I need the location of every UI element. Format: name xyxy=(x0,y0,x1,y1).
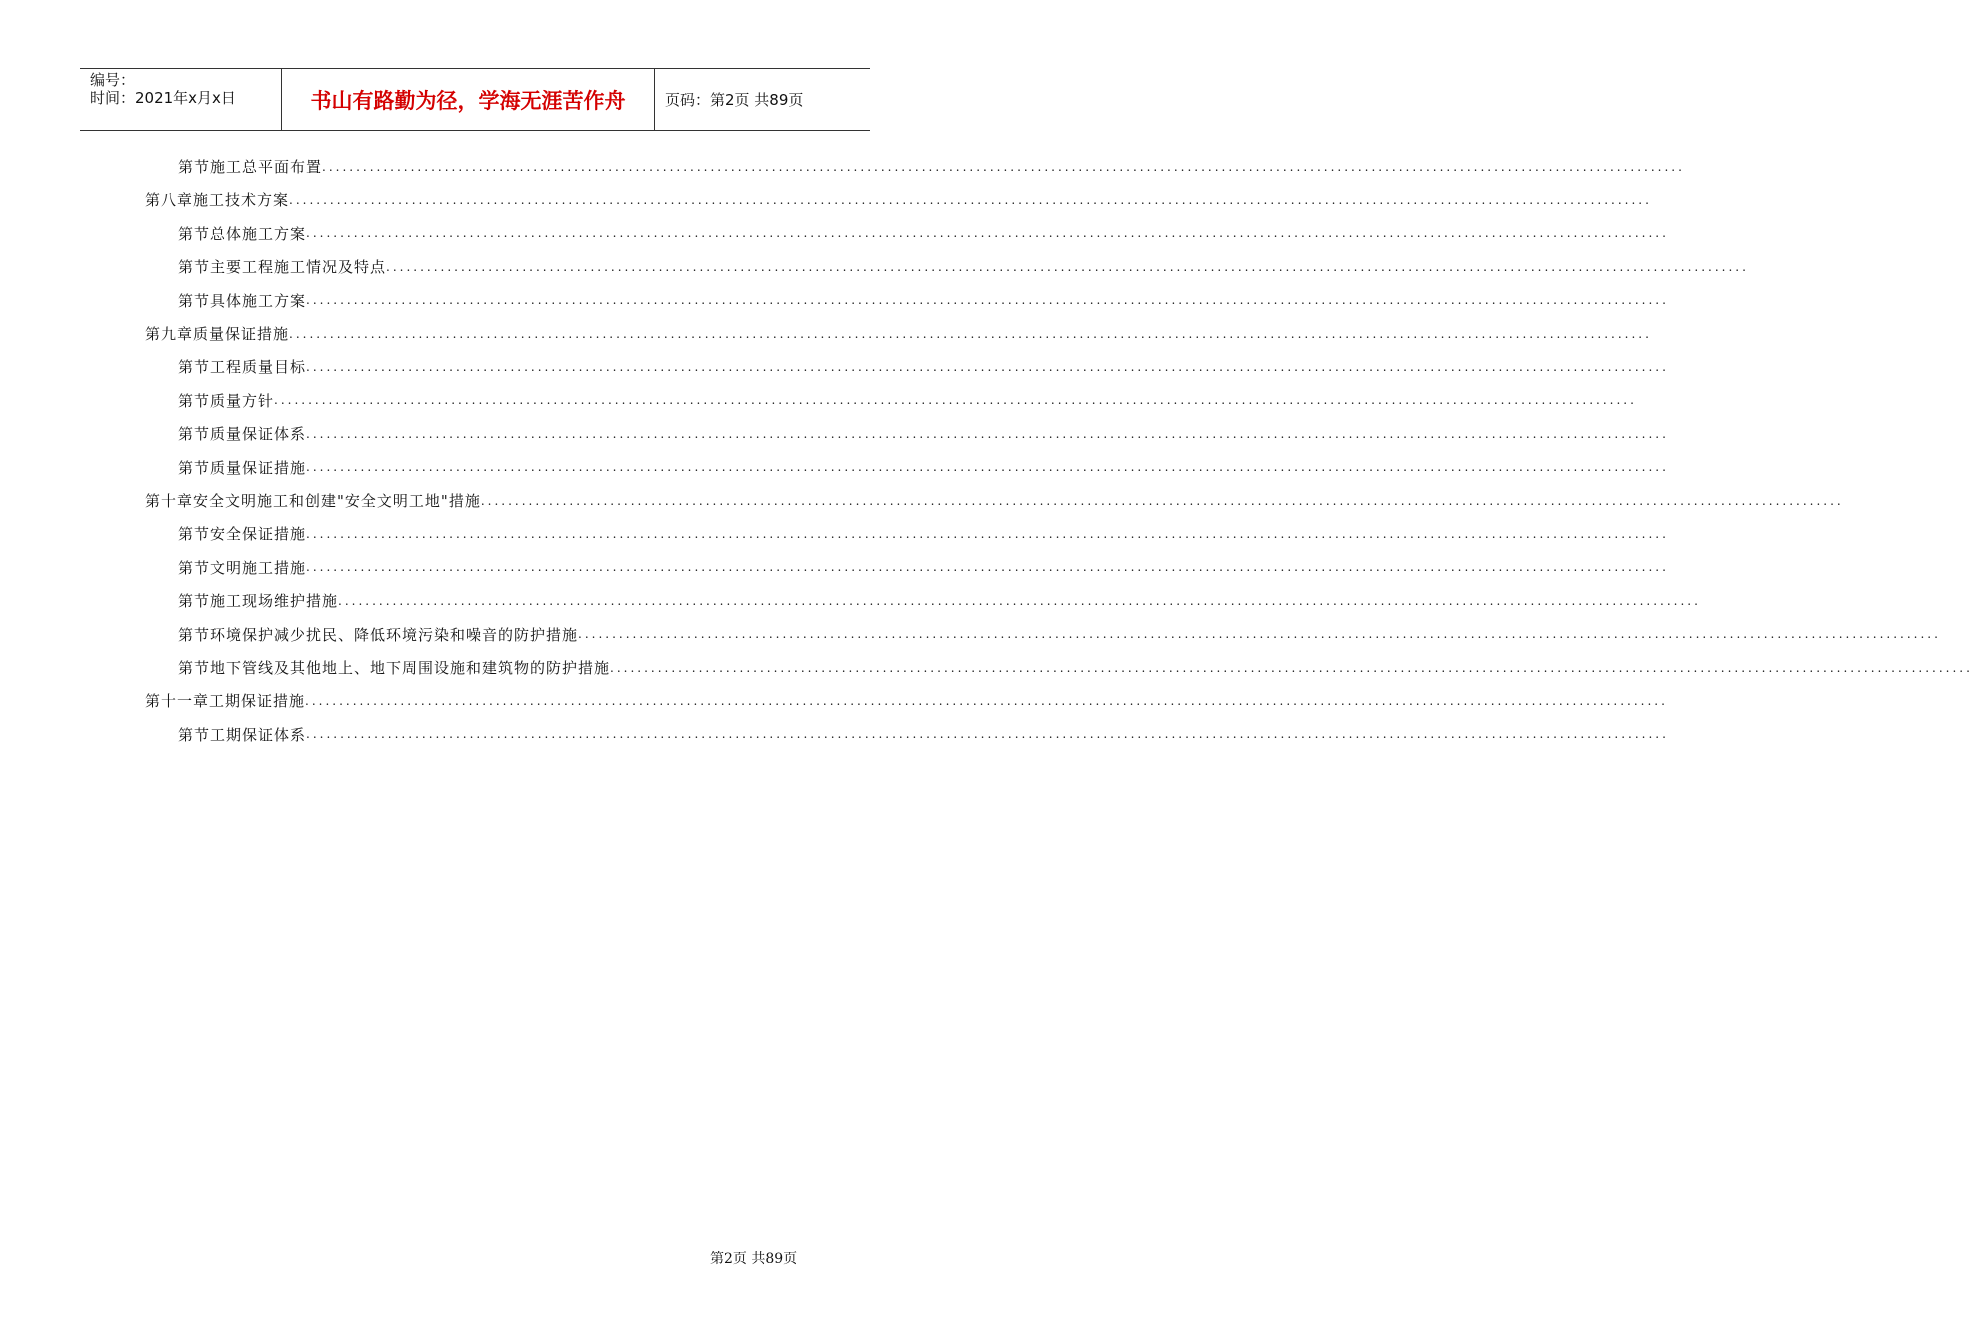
toc-section-entry[interactable] xyxy=(178,618,1941,651)
toc-entry-number: 第节 xyxy=(178,158,211,176)
number-label: 编号： xyxy=(90,71,136,89)
toc-dot-leader: ........................................................................................................................................................................................................ xyxy=(306,226,1669,241)
toc-entry-number: 第十一章 xyxy=(145,692,210,711)
toc-entry-title: 质量方针 xyxy=(210,391,275,410)
toc-entry-title: 质量保证措施 xyxy=(193,325,290,343)
toc-entry-number: 第节 xyxy=(178,291,211,310)
toc-entry-number: 第节 xyxy=(178,425,211,444)
toc-dot-leader: ........................................................................................................................................................................................................ xyxy=(306,727,1669,742)
toc-dot-leader: ........................................................................................................................................................................................................ xyxy=(306,426,1669,441)
toc-entry-title: 工期保证措施 xyxy=(209,692,306,711)
toc-entry-title: 地下管线及其他地上、地下周围设施和建筑物的防护措施 xyxy=(210,659,611,677)
toc-entry-number: 第节 xyxy=(178,258,211,277)
header-motto: 书山有路勤为径，学海无涯苦作舟 xyxy=(282,69,655,130)
header-page-label: 页码：第2页 共89页 xyxy=(665,91,804,109)
toc-entry-number: 第八章 xyxy=(145,191,194,210)
toc-dot-leader: ........................................................................................................................................................................................................ xyxy=(306,293,1669,308)
toc-entry-number: 第节 xyxy=(178,525,211,544)
toc-dot-leader: ........................................................................................................................................................................................................ xyxy=(274,393,1637,408)
toc-section-entry[interactable] xyxy=(178,451,1669,484)
toc-dot-leader: ........................................................................................................................................................................................................ xyxy=(338,593,1701,608)
toc-chapter-entry[interactable] xyxy=(145,484,1844,517)
toc-entry-title: 具体施工方案 xyxy=(210,291,307,310)
toc-entry-title: 施工现场维护措施 xyxy=(210,592,339,611)
toc-section-entry[interactable] xyxy=(178,150,1685,183)
toc-dot-leader: ........................................................................................................................................................................................................ xyxy=(289,192,1652,207)
toc-entry-number: 第节 xyxy=(178,592,211,611)
toc-entry-title: 文明施工措施 xyxy=(210,558,307,577)
toc-section-entry[interactable] xyxy=(178,384,1637,417)
toc-chapter-entry[interactable] xyxy=(145,183,1652,216)
toc-section-entry[interactable] xyxy=(178,350,1669,383)
toc-entry-title: 施工技术方案 xyxy=(193,191,290,210)
toc-dot-leader: ........................................................................................................................................................................................................ xyxy=(386,259,1749,274)
header-meta xyxy=(80,69,282,130)
toc-section-entry[interactable] xyxy=(178,417,1669,450)
toc-entry-number: 第九章 xyxy=(145,325,194,343)
page-header xyxy=(80,68,870,131)
date-label: 时间：2021年x月x日 xyxy=(90,89,236,107)
toc-entry-title: 工期保证体系 xyxy=(210,725,307,744)
toc-chapter-entry[interactable] xyxy=(145,317,1652,350)
toc-entry-number: 第节 xyxy=(178,458,211,477)
toc-entry-title: 安全文明施工和创建"安全文明工地"措施 xyxy=(193,492,481,510)
toc-section-entry[interactable] xyxy=(178,651,1973,684)
toc-dot-leader: ........................................................................................................................................................................................................ xyxy=(306,460,1669,475)
toc-entry-number: 第节 xyxy=(178,391,211,410)
toc-dot-leader: ........................................................................................................................................................................................................ xyxy=(610,660,1973,675)
toc-entry-title: 总体施工方案 xyxy=(210,224,307,243)
toc-dot-leader: ........................................................................................................................................................................................................ xyxy=(306,359,1669,374)
toc-section-entry[interactable] xyxy=(178,584,1701,617)
toc-entry-number: 第节 xyxy=(178,224,211,243)
toc-entry-title: 质量保证体系 xyxy=(210,425,307,444)
toc-dot-leader: ........................................................................................................................................................................................................ xyxy=(322,159,1685,174)
toc-entry-title: 主要工程施工情况及特点 xyxy=(210,258,387,277)
toc-dot-leader: ........................................................................................................................................................................................................ xyxy=(578,627,1941,642)
toc-entry-number: 第节 xyxy=(178,659,211,677)
toc-section-entry[interactable] xyxy=(178,551,1669,584)
toc-dot-leader: ........................................................................................................................................................................................................ xyxy=(289,326,1652,341)
toc-section-entry[interactable] xyxy=(178,250,1749,283)
toc-entry-title: 工程质量目标 xyxy=(210,358,307,377)
toc-dot-leader: ........................................................................................................................................................................................................ xyxy=(480,493,1844,508)
toc-chapter-entry[interactable] xyxy=(145,684,1668,717)
toc-section-entry[interactable] xyxy=(178,217,1669,250)
toc-entry-title: 安全保证措施 xyxy=(210,525,307,544)
toc-section-entry[interactable] xyxy=(178,718,1669,751)
toc-section-entry[interactable] xyxy=(178,517,1669,550)
toc-entry-number: 第节 xyxy=(178,725,211,744)
toc-entry-title: 施工总平面布置 xyxy=(210,158,323,176)
toc-dot-leader: ........................................................................................................................................................................................................ xyxy=(305,693,1668,708)
toc-dot-leader: ........................................................................................................................................................................................................ xyxy=(306,560,1669,575)
toc-entry-number: 第十章 xyxy=(145,492,194,510)
page-footer: 第2页 共89页 xyxy=(710,1251,798,1267)
toc-dot-leader: ........................................................................................................................................................................................................ xyxy=(306,526,1669,541)
toc-entry-number: 第节 xyxy=(178,358,211,377)
toc-entry-number: 第节 xyxy=(178,625,211,644)
toc-section-entry[interactable] xyxy=(178,284,1669,317)
toc-entry-title: 质量保证措施 xyxy=(210,458,307,477)
toc-entry-number: 第节 xyxy=(178,558,211,577)
toc-entry-title: 环境保护减少扰民、降低环境污染和噪音的防护措施 xyxy=(210,625,579,644)
